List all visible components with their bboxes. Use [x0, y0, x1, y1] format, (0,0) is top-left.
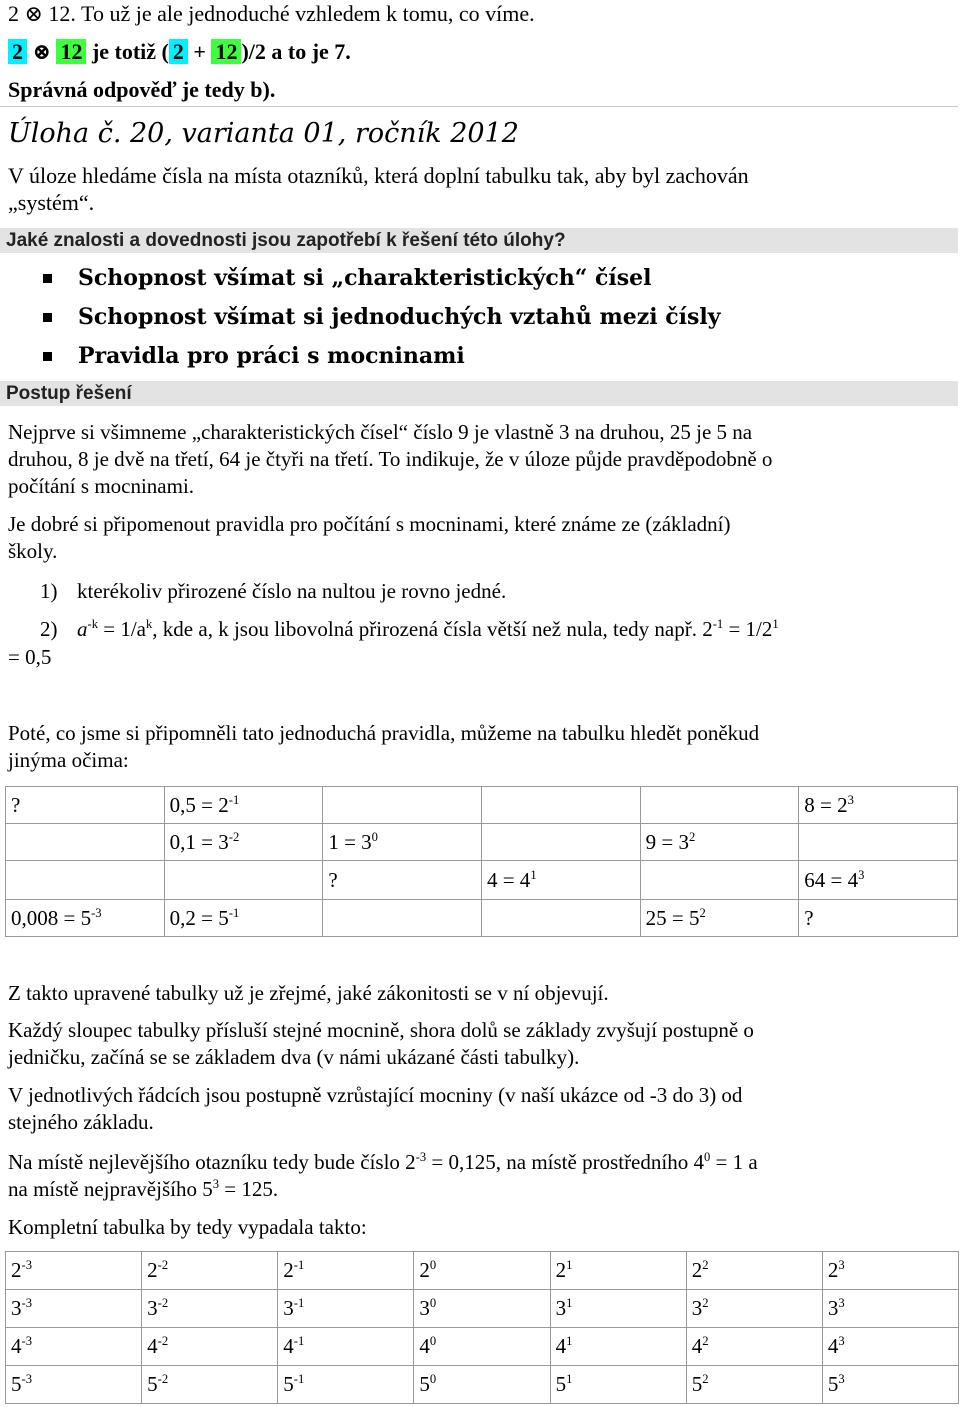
power-exponent: -1 — [293, 1296, 305, 1310]
table-cell — [640, 787, 799, 824]
table-cell — [164, 787, 323, 824]
power-base: 5 — [11, 1372, 22, 1396]
cell-exponent: -1 — [228, 905, 240, 920]
power-exponent: -3 — [21, 1372, 32, 1386]
power-exponent: 1 — [566, 1334, 573, 1348]
intro-line-1: 2 ⊗ 12. To už je ale jednoduché vzhledem k tomu, co víme. — [8, 1, 535, 26]
power-base: 4 — [147, 1334, 158, 1358]
cell-value: 0,1 = 3 — [169, 829, 229, 854]
table-cell — [6, 787, 165, 824]
power-base: 2 — [419, 1258, 430, 1282]
conclusion-p4-line1: Na místě nejlevějšího otazníku tedy bude číslo $2^{-3} = 0,125$, na místě prostředního $4^0 = 1$ a — [8, 1150, 758, 1174]
power-base: 5 — [555, 1372, 567, 1396]
table-cell — [550, 1290, 686, 1328]
highlight-12: 12 — [56, 39, 86, 64]
power-exponent: 1 — [566, 1372, 573, 1386]
power-base: 5 — [827, 1372, 839, 1396]
power-exponent: 3 — [838, 1372, 845, 1386]
power-base: 4 — [283, 1334, 294, 1358]
power-exponent: 2 — [702, 1258, 709, 1272]
intro-line-2: 2 ⊗ 12 je totiž ( 2 + 12 )/2 a to je 7. — [8, 38, 351, 65]
bullet-icon — [43, 274, 52, 283]
answer-line: Správná odpověď je tedy b). — [8, 77, 276, 102]
table-cell — [481, 861, 640, 900]
rule-2-number: 2) — [40, 617, 58, 641]
power-base: 2 — [11, 1258, 22, 1282]
power-exponent: 1 — [566, 1258, 573, 1272]
table-row — [6, 1290, 959, 1328]
table-cell — [323, 861, 482, 900]
power-base: 4 — [555, 1334, 567, 1358]
rule-1-number: 1) — [40, 579, 58, 603]
power-base: 5 — [283, 1372, 294, 1396]
table-row — [6, 1252, 959, 1290]
table-cell — [686, 1252, 822, 1290]
cell-value: 4 = 4 — [486, 867, 531, 892]
table-cell — [414, 1328, 550, 1366]
skills-bar — [0, 228, 958, 253]
cell-exponent: -1 — [228, 792, 240, 807]
rule-1-text: kterékoliv přirozené číslo na nultou je rovno jedné. — [77, 579, 507, 603]
bullet-icon — [43, 313, 52, 322]
table-row — [6, 787, 958, 824]
table-cell — [686, 1328, 822, 1366]
power-exponent: -2 — [157, 1258, 169, 1272]
power-base: 3 — [691, 1296, 703, 1320]
table-cell — [640, 824, 799, 861]
power-exponent: 0 — [429, 1296, 437, 1310]
solution-p3-line1: Poté, co jsme si připomněli tato jednoduchá pravidla, můžeme na tabulku hledět poněkud — [8, 721, 760, 745]
table-cell — [278, 1366, 414, 1404]
conclusion-p3-line2: stejného základu. — [8, 1110, 154, 1134]
table-cell — [799, 824, 958, 861]
table-cell — [640, 900, 799, 937]
cell-value: ? — [11, 792, 21, 817]
highlight-2b: 2 — [169, 39, 188, 64]
power-base: 5 — [419, 1372, 430, 1396]
table-cell — [550, 1366, 686, 1404]
task-description-2: „systém“. — [8, 190, 95, 215]
rule-2-line2: = 0,5 — [8, 645, 52, 669]
table-cell — [481, 787, 640, 824]
table-cell — [6, 1366, 142, 1404]
table-cell — [323, 824, 482, 861]
solution-bar — [0, 381, 958, 406]
power-base: 2 — [691, 1258, 703, 1282]
table-cell — [323, 900, 482, 937]
table-cell — [164, 824, 323, 861]
highlight-2: 2 — [8, 39, 27, 64]
table-cell — [822, 1252, 958, 1290]
cell-value: 25 = 5 — [645, 905, 700, 930]
complete-table — [5, 1251, 959, 1404]
table-cell — [481, 900, 640, 937]
conclusion-p2-line1: Každý sloupec tabulky přísluší stejné mocnině, shora dolů se základy zvyšují postupně o — [8, 1018, 754, 1042]
solution-p2-line1: Je dobré si připomenout pravidla pro počítání s mocninami, které známe ze (základní) — [8, 512, 731, 536]
power-base: 4 — [691, 1334, 703, 1358]
table-cell — [686, 1290, 822, 1328]
power-exponent: 0 — [429, 1372, 437, 1386]
power-base: 2 — [283, 1258, 294, 1282]
table-cell — [822, 1366, 958, 1404]
solution-p2-line2: školy. — [8, 539, 58, 563]
table-cell — [414, 1290, 550, 1328]
table-cell — [799, 861, 958, 900]
table-cell — [481, 824, 640, 861]
power-base: 2 — [827, 1258, 839, 1282]
table-cell — [822, 1328, 958, 1366]
table-cell — [278, 1252, 414, 1290]
table-cell — [164, 861, 323, 900]
power-exponent: 0 — [429, 1334, 437, 1348]
power-exponent: 2 — [702, 1334, 709, 1348]
conclusion-p1: Z takto upravené tabulky už je zřejmé, jaké zákonitosti se v ní objevují. — [8, 981, 609, 1005]
table-row — [6, 1328, 959, 1366]
skill-item-2: Schopnost všímat si jednoduchých vztahů mezi čísly — [78, 304, 721, 330]
power-base: 5 — [147, 1372, 158, 1396]
power-base: 3 — [283, 1296, 294, 1320]
power-base: 3 — [147, 1296, 158, 1320]
table-cell — [6, 900, 165, 937]
power-base: 3 — [11, 1296, 22, 1320]
power-exponent: 1 — [566, 1296, 573, 1310]
table-cell — [550, 1328, 686, 1366]
cell-exponent: -2 — [228, 829, 240, 844]
table-cell — [278, 1290, 414, 1328]
table-row — [6, 900, 958, 937]
cell-exponent: 3 — [858, 867, 865, 882]
cell-value: ? — [328, 867, 338, 892]
power-exponent: -1 — [293, 1258, 305, 1272]
table-cell — [414, 1366, 550, 1404]
otimes-symbol: ⊗ — [32, 39, 51, 64]
table-cell — [142, 1290, 278, 1328]
skill-item-1: Schopnost všímat si „charakteristických“ čísel — [78, 265, 652, 291]
power-exponent: 2 — [702, 1372, 709, 1386]
conclusion-p2-line2: jedničku, začíná se se základem dva (v námi ukázané části tabulky). — [8, 1045, 580, 1069]
cell-exponent: 1 — [530, 867, 537, 882]
power-exponent: -3 — [21, 1334, 32, 1348]
cell-exponent: -3 — [91, 905, 102, 920]
skills-bar-label: Jaké znalosti a dovednosti jsou zapotřebí k řešení této úlohy? — [6, 230, 566, 251]
power-exponent: -3 — [21, 1258, 32, 1272]
table-cell — [278, 1328, 414, 1366]
power-base: 3 — [827, 1296, 839, 1320]
power-exponent: -3 — [21, 1296, 32, 1310]
cell-exponent: 0 — [371, 829, 378, 844]
power-exponent: 2 — [702, 1296, 709, 1310]
table-cell — [142, 1252, 278, 1290]
power-base: 2 — [555, 1258, 567, 1282]
cell-value: ? — [804, 905, 814, 930]
skill-item-3: Pravidla pro práci s mocninami — [78, 343, 465, 369]
cell-exponent: 2 — [699, 905, 706, 920]
task-description-1: V úloze hledáme čísla na místa otazníků, která doplní tabulku tak, aby byl zachován — [8, 163, 749, 188]
table-cell — [550, 1252, 686, 1290]
power-exponent: 3 — [838, 1258, 845, 1272]
table-cell — [799, 900, 958, 937]
power-exponent: 3 — [838, 1334, 845, 1348]
highlight-12b: 12 — [211, 39, 241, 64]
table-cell — [6, 1328, 142, 1366]
table-cell — [822, 1290, 958, 1328]
divider — [0, 106, 958, 107]
power-exponent: 3 — [838, 1296, 845, 1310]
power-base: 4 — [419, 1334, 430, 1358]
task-heading: Úloha č. 20, varianta 01, ročník 2012 — [8, 118, 519, 149]
power-base: 5 — [691, 1372, 703, 1396]
power-exponent: -2 — [157, 1296, 169, 1310]
table-cell — [142, 1366, 278, 1404]
cell-value: 0,2 = 5 — [169, 905, 229, 930]
power-exponent: -2 — [157, 1372, 169, 1386]
table-row — [6, 861, 958, 900]
solution-p1-line3: počítání s mocninami. — [8, 474, 195, 498]
table-cell — [142, 1328, 278, 1366]
solution-p3-line2: jinýma očima: — [8, 748, 129, 772]
solution-p1-line2: druhou, 8 je dvě na třetí, 64 je čtyři na třetí. To indikuje, že v úloze půjde pravděpodobně o — [8, 447, 773, 471]
table-cell — [6, 824, 165, 861]
table-row — [6, 1366, 959, 1404]
cell-value: 8 = 2 — [804, 792, 848, 817]
conclusion-p3-line1: V jednotlivých řádcích jsou postupně vzrůstající mocniny (v naší ukázce od -3 do 3) od — [8, 1083, 743, 1107]
power-base: 3 — [419, 1296, 430, 1320]
bullet-icon — [43, 352, 52, 361]
puzzle-table — [5, 786, 958, 937]
power-base: 4 — [827, 1334, 839, 1358]
cell-value: 64 = 4 — [804, 867, 859, 892]
table-cell — [6, 1290, 142, 1328]
cell-value: 0,5 = 2 — [169, 792, 229, 817]
table-cell — [799, 787, 958, 824]
rule-2-text: $a^{-k} = 1/a^k$, kde a, k jsou libovolná přirozená čísla větší než nula, tedy např. $2^{-1} = 1/2^1$ — [77, 617, 779, 641]
table-cell — [414, 1252, 550, 1290]
table-cell — [164, 900, 323, 937]
conclusion-p5: Kompletní tabulka by tedy vypadala takto: — [8, 1215, 367, 1239]
table-row — [6, 824, 958, 861]
solution-bar-label: Postup řešení — [6, 383, 132, 404]
table-cell — [6, 1252, 142, 1290]
power-base: 2 — [147, 1258, 158, 1282]
conclusion-p4-line2: na místě nejpravějšího $5^3 = 125$. — [8, 1177, 279, 1201]
power-exponent: 0 — [429, 1258, 437, 1272]
power-exponent: -2 — [157, 1334, 169, 1348]
table-cell — [686, 1366, 822, 1404]
table-cell — [640, 861, 799, 900]
cell-value: 1 = 3 — [328, 829, 372, 854]
cell-value: 0,008 = 5 — [11, 905, 92, 930]
power-base: 3 — [555, 1296, 567, 1320]
power-base: 4 — [11, 1334, 22, 1358]
cell-value: 9 = 3 — [645, 829, 689, 854]
solution-p1-line1: Nejprve si všimneme „charakteristických čísel“ číslo 9 je vlastně 3 na druhou, 25 je 5 na — [8, 420, 753, 444]
cell-exponent: 2 — [688, 829, 696, 844]
table-cell — [6, 861, 165, 900]
power-exponent: -1 — [293, 1334, 305, 1348]
table-cell — [323, 787, 482, 824]
cell-exponent: 3 — [847, 792, 854, 807]
power-exponent: -1 — [293, 1372, 305, 1386]
